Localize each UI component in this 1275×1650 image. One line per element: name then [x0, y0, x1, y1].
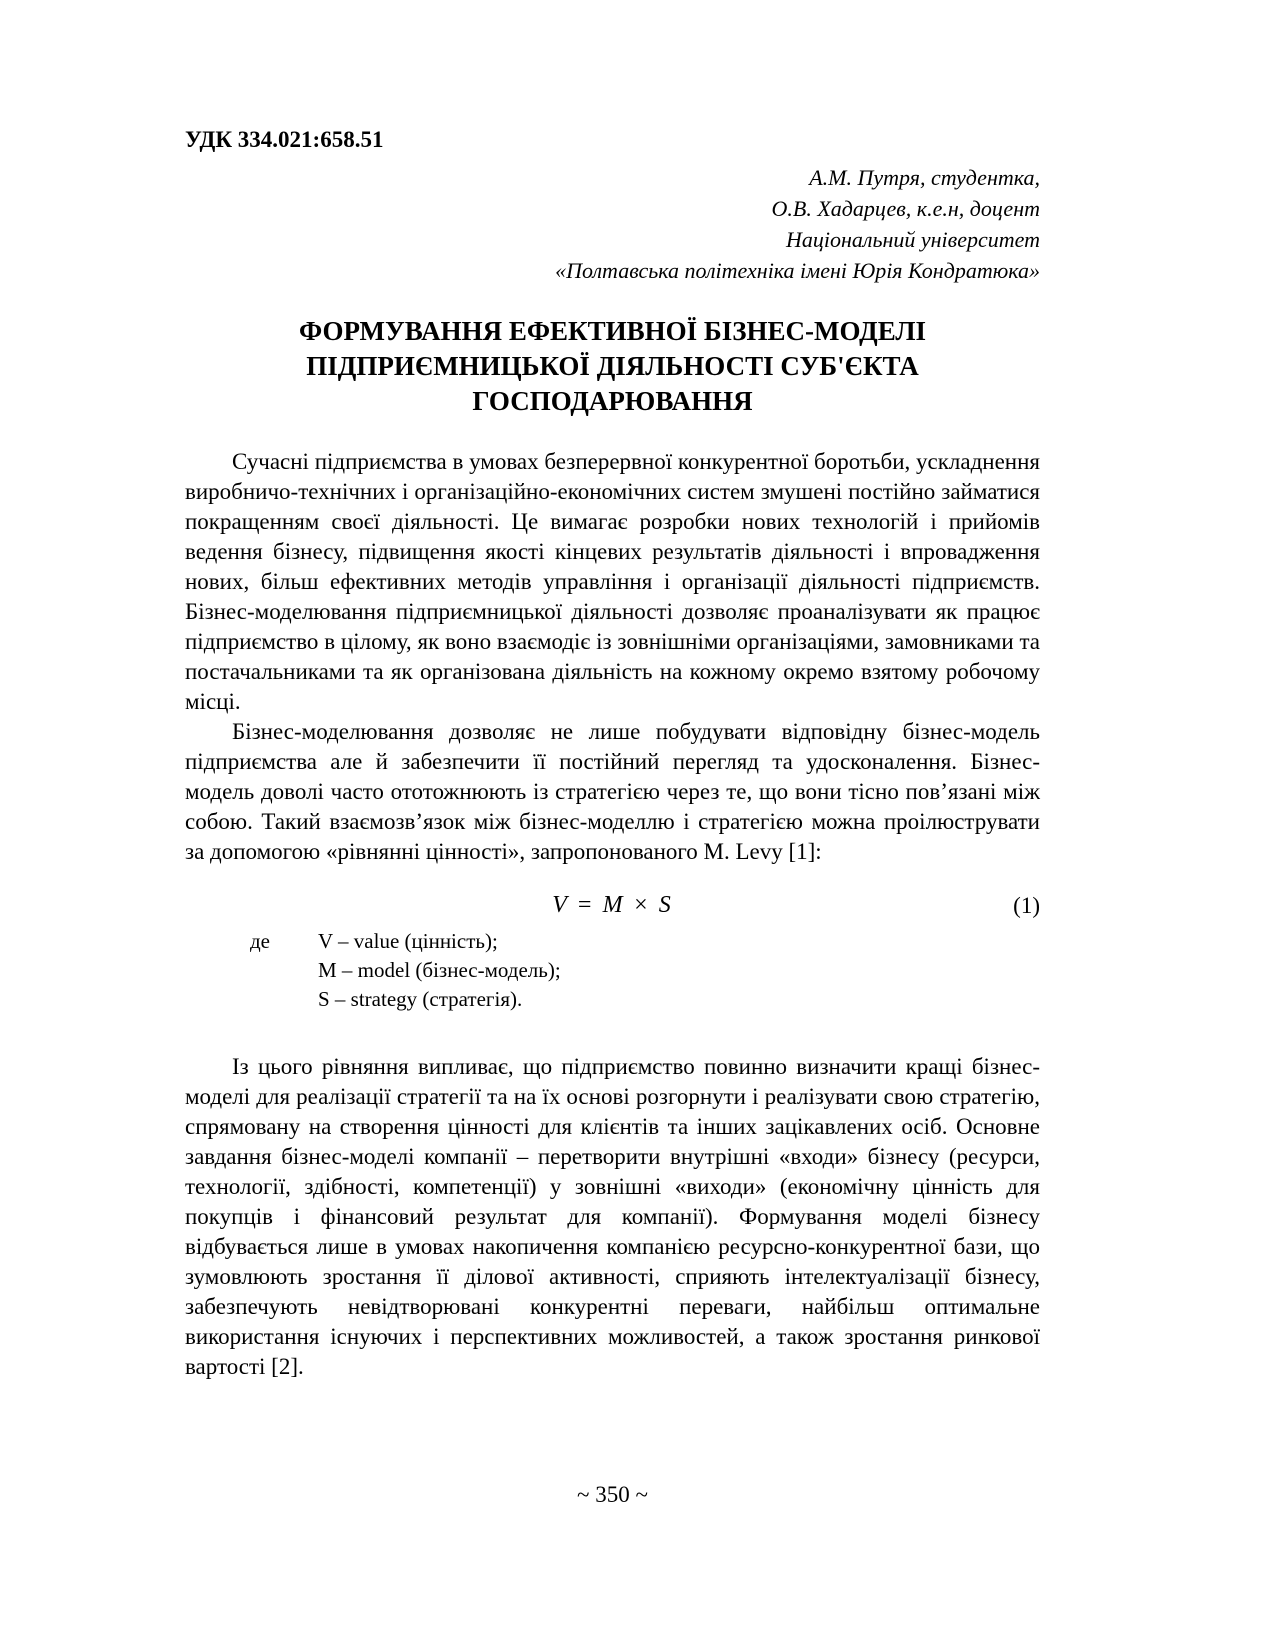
body-paragraph: Із цього рівняння випливає, що підприємство повинно визначити кращі бізнес-моделі для реалізації стратегії та на їх основі розгорнути і реалізувати свою стратегію, спрямовану на створення цінності для клієнтів та інших зацікавлених осіб. Основне завдання бізнес-моделі компанії – перетворити внутрішні «входи» бізнесу (ресурси, технології, здібності, компетенції) у зовнішні «виходи» (економічну цінність для покупців і фінансовий результат для компанії). Формування моделі бізнесу відбувається лише в умовах накопичення компанією ресурсно-конкурентної бази, що зумовлюють зростання її ділової активності, сприяють інтелектуалізації бізнесу, забезпечують невідтворювані конкурентні переваги, найбільш оптимальне використання існуючих і перспективних можливостей, а також зростання ринкової вартості [2].	[185, 1054, 1040, 1379]
equation	[185, 889, 1040, 921]
equation-formula: V = M × S	[552, 892, 673, 918]
where-label: де	[250, 929, 271, 953]
body-paragraph: Сучасні підприємства в умовах безперервної конкурентної боротьби, ускладнення виробничо-технічних і організаційно-економічних систем змушені постійно займатися покращенням своєї діяльності. Це вимагає розробки нових технологій і прийомів ведення бізнесу, підвищення якості кінцевих результатів діяльності і впровадження нових, більш ефективних методів управління і організації діяльності підприємств. Бізнес-моделювання підприємницької діяльності дозволяє проаналізувати як працює підприємство в цілому, як воно взаємодіє із зовнішніми організаціями, замовниками та постачальниками та як організована діяльність на кожному окремо взятому робочому місці.	[185, 449, 1040, 714]
where-spacer	[250, 956, 318, 985]
author-line: О.В. Хадарцев, к.е.н, доцент	[771, 196, 1040, 221]
definition-item: S – strategy (стратегія).	[318, 987, 523, 1011]
definition-row	[185, 927, 1040, 956]
where-spacer	[250, 985, 318, 1014]
definition-row	[185, 956, 1040, 985]
page-number: ~ 350 ~	[577, 1482, 648, 1507]
author-line: А.М. Путря, студентка,	[809, 165, 1040, 190]
definition-item: M – model (бізнес-модель);	[318, 958, 561, 982]
body-paragraph: Бізнес-моделювання дозволяє не лише побудувати відповідну бізнес-модель підприємства але й забезпечити її постійний перегляд та удосконалення. Бізнес-модель доволі часто ототожнюють із стратегією через те, що вони тісно пов’язані між собою. Такий взаємозв’язок між бізнес-моделлю і стратегією можна проілюструвати за допомогою «рівнянні цінності», запропонованого M. Levy [1]:	[185, 719, 1040, 864]
article-title-line: ФОРМУВАННЯ ЕФЕКТИВНОЇ БІЗНЕС-МОДЕЛІ	[298, 316, 927, 346]
equation-number: (1)	[1013, 893, 1040, 918]
article-title	[185, 314, 1040, 419]
udc-code: УДК 334.021:658.51	[185, 127, 384, 152]
author-block	[185, 162, 1040, 286]
definition-item: V – value (цінність);	[318, 929, 498, 953]
definition-row	[185, 985, 1040, 1014]
equation-definitions	[185, 927, 1040, 1014]
article-title-line: ГОСПОДАРЮВАННЯ	[472, 386, 753, 416]
article-title-line: ПІДПРИЄМНИЦЬКОЇ ДІЯЛЬНОСТІ СУБ'ЄКТА	[306, 351, 919, 381]
affiliation-line: Національний університет	[785, 227, 1040, 252]
affiliation-line: «Полтавська політехніка імені Юрія Кондратюка»	[555, 258, 1040, 283]
